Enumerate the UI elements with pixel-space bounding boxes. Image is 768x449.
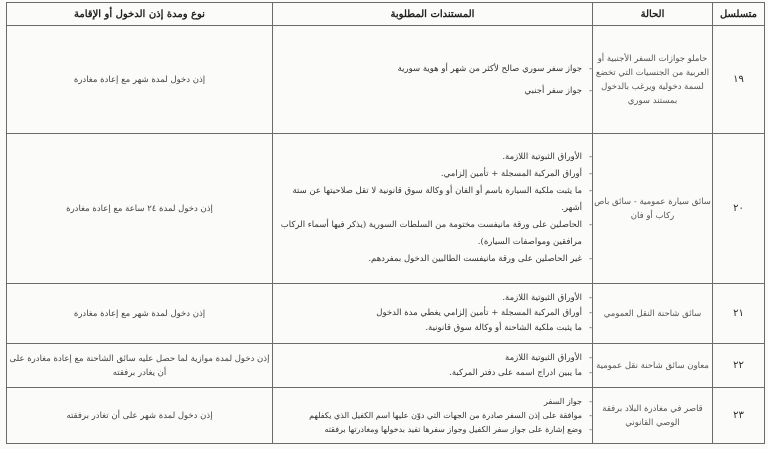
documents-cell [273,344,593,388]
document-item: - أوراق المركبة المسجلة + تأمين إلزامي يغطي مدة الدخول [273,306,592,321]
status-cell: سائق شاحنة النقل العمومي [593,284,713,344]
document-item: - الأوراق الثبوتية اللازمة [273,351,592,366]
document-item: - الحاصلين على ورقة مانيفست مختومة من السلطات السورية (يذكر فيها أسماء الركاب مرافقين ومواصفات السيارة). [273,217,592,251]
document-item: - جواز سفر أجنبي [273,80,592,102]
status-cell: حاملو جوازات السفر الأجنبية أو العربية من الجنسيات التي تخضع لسمة دخولية ويرغب بالدخول بمستند سوري [593,26,713,134]
table-row [7,344,765,388]
document-item: - ما يثبت ملكية الشاحنة أو وكالة سوق قانونية. [273,321,592,336]
header-row [7,3,765,26]
document-item: - غير الحاصلين على ورقة مانيفست الطالبين الدخول بمفردهم. [273,251,592,268]
header-documents: المستندات المطلوبة [273,3,593,26]
permit-cell: إذن دخول لمدة شهر مع إعادة مغادرة [7,284,273,344]
serial-cell: ٢١ [713,284,765,344]
document-item: - ما يثبت ملكية السيارة باسم أو الفان أو وكالة سوق قانونية لا تقل صلاحيتها عن ستة أشهر. [273,183,592,217]
document-item: - ما يبين ادراج اسمه على دفتر المركبة. [273,366,592,381]
permit-cell: إذن دخول لمدة شهر على أن تغادر برفقته [7,388,273,444]
documents-cell [273,388,593,444]
status-cell: معاون سائق شاحنة نقل عمومية [593,344,713,388]
table-row [7,284,765,344]
table-row [7,134,765,284]
permit-cell: إذن دخول لمدة موازية لما حصل عليه سائق الشاحنة مع إعادة مغادرة على أن يغادر برفقته [7,344,273,388]
status-cell: سائق سيارة عمومية - سائق باص ركاب أو فان [593,134,713,284]
documents-cell [273,284,593,344]
header-permit-type: نوع ومدة إذن الدخول أو الإقامة [7,3,273,26]
table-row [7,26,765,134]
table-row [7,388,765,444]
serial-cell: ٢٣ [713,388,765,444]
document-item: - الأوراق الثبوتية اللازمة. [273,291,592,306]
header-status: الحالة [593,3,713,26]
header-serial: متسلسل [713,3,765,26]
documents-cell [273,134,593,284]
serial-cell: ٢٢ [713,344,765,388]
permit-cell: إذن دخول لمدة ٢٤ ساعة مع إعادة مغادرة [7,134,273,284]
document-item: - وضع إشارة على جواز سفر الكفيل وجواز سفرها تفيد بدخولها ومغادرتها برفقته [273,423,592,437]
permit-cell: إذن دخول لمدة شهر مع إعادة مغادرة [7,26,273,134]
serial-cell: ١٩ [713,26,765,134]
document-item: - موافقة على إذن السفر صادرة من الجهات التي دوّن عليها اسم الكفيل الذي يكفلهم [273,409,592,423]
document-item: - أوراق المركبة المسجلة + تأمين إلزامي. [273,166,592,183]
document-item: - جواز السفر [273,395,592,409]
documents-cell [273,26,593,134]
document-item: - الأوراق الثبوتية اللازمة. [273,149,592,166]
document-item: - جواز سفر سوري صالح لأكثر من شهر أو هوية سورية [273,58,592,80]
status-cell: قاصر في مغادرة البلاد برفقة الوصي القانوني [593,388,713,444]
serial-cell: ٢٠ [713,134,765,284]
permits-table [6,2,765,444]
